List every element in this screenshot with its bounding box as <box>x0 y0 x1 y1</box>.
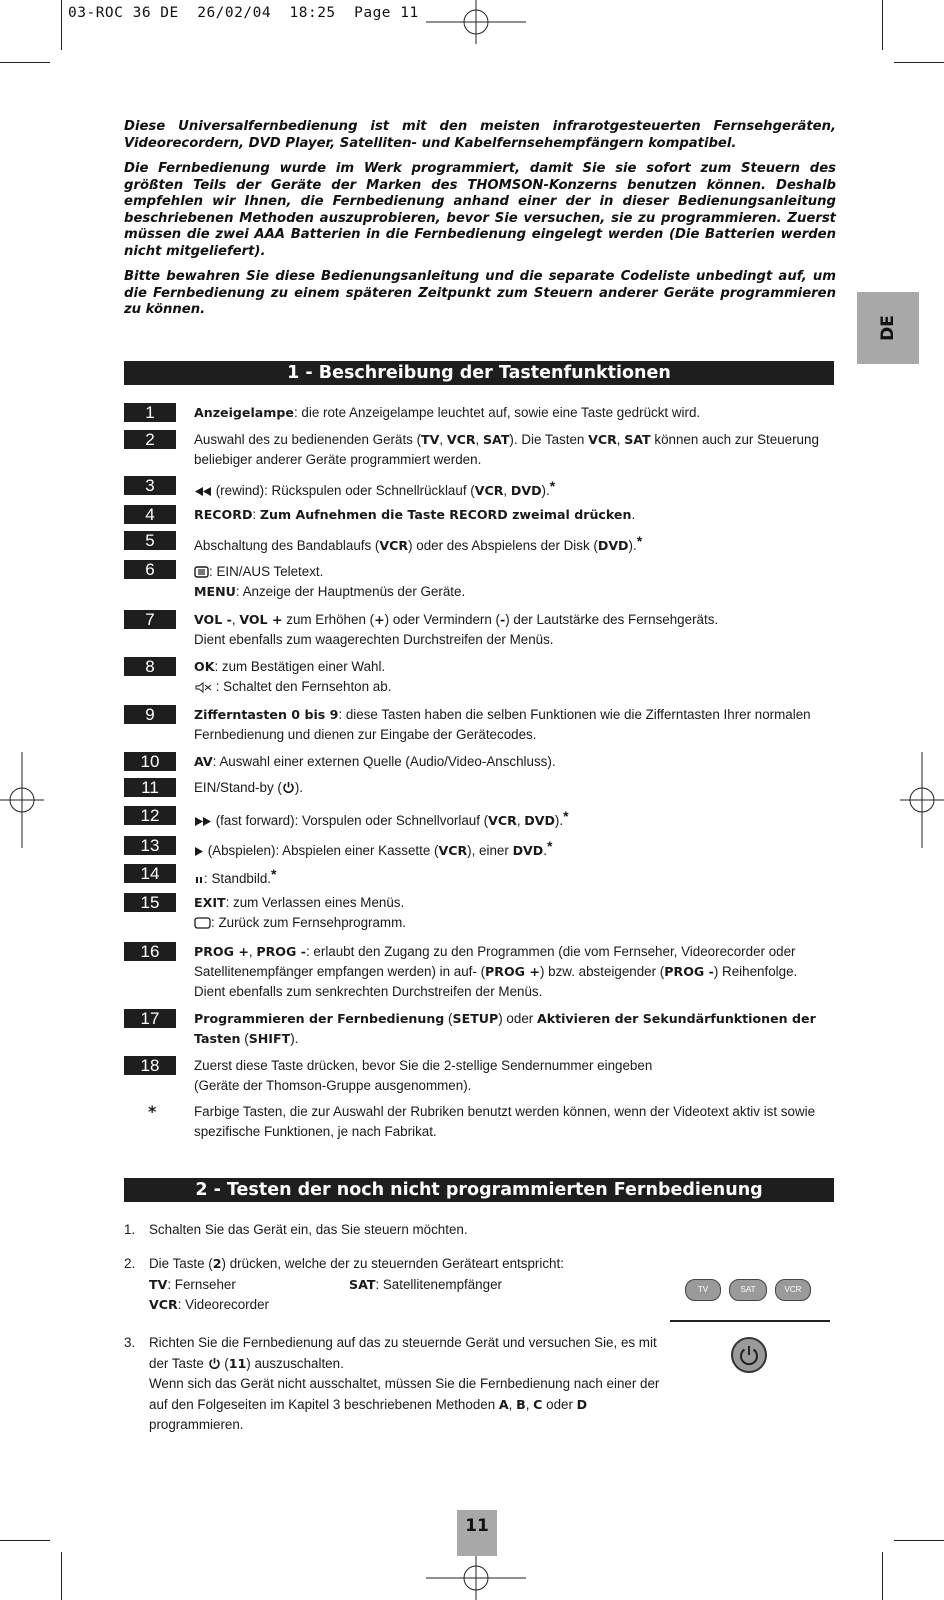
key-description: Anzeigelampe: die rote Anzeigelampe leuchtet auf, sowie eine Taste gedrückt wird. <box>194 405 701 420</box>
language-tab-label: DE <box>878 315 898 341</box>
fast-forward-icon <box>194 816 212 827</box>
key-number: 5 <box>124 531 176 550</box>
key-number: 14 <box>124 864 176 883</box>
key-number: 6 <box>124 560 176 579</box>
section-title-1: 1 - Beschreibung der Tastenfunktionen <box>124 361 834 385</box>
registration-mark-icon <box>900 752 944 848</box>
key-number: 17 <box>124 1009 176 1028</box>
crop-mark <box>61 1552 62 1600</box>
pause-icon <box>194 874 204 885</box>
key-description: EIN/Stand-by ( ). <box>194 780 304 795</box>
key-description: AV: Auswahl einer externen Quelle (Audio/Video-Anschluss). <box>194 754 556 769</box>
remote-divider <box>670 1320 830 1322</box>
step-number: 3. <box>124 1335 136 1350</box>
registration-mark-icon <box>426 0 526 44</box>
intro-paragraph: Die Fernbedienung wurde im Werk programmiert, damit Sie sie sofort zum Steuern des größten Teils der Geräte der Marken des THOMSON-Konzerns benutzen können. Deshalb empfehlen wir Ihnen, die Fernbedienung anhand einer der in dieser Bedienungsanleitung beschriebenen Methoden auszuprobieren, bevor Sie versuchen, sie zu programmieren. Zuerst müssen die zwei AAA Batterien in die Fernbedienung eingelegt werden (Die Batterien werden nicht mitgeliefert). <box>124 161 836 259</box>
key-description: (Abspielen): Abspielen einer Kassette (VCR), einer DVD.* <box>194 836 836 861</box>
step-text: Die Taste (2) drücken, welche der zu steuernden Geräteart entspricht: TV: Fernseher SAT: Satellitenempfänger VCR: Videorecorder <box>149 1256 564 1312</box>
key-description: Zifferntasten 0 bis 9: diese Tasten haben die selben Funktionen wie die Zifferntasten Ihrer normalen Fernbedienung und dienen zur Eingabe der Gerätecodes. <box>194 707 811 742</box>
power-icon <box>733 1339 765 1371</box>
key-description: RECORD: Zum Aufnehmen die Taste RECORD zweimal drücken. <box>194 507 636 522</box>
section-title-2: 2 - Testen der noch nicht programmierten Fernbedienung <box>124 1178 834 1202</box>
rewind-icon <box>194 486 212 497</box>
step-number: 1. <box>124 1222 136 1237</box>
crop-mark <box>894 62 944 63</box>
key-description: EXIT: zum Verlassen eines Menüs. : Zurück zum Fernsehprogramm. <box>194 895 406 930</box>
key-number: 15 <box>124 893 176 912</box>
intro-text <box>124 119 836 328</box>
step-text: Richten Sie die Fernbedienung auf das zu steuernde Gerät und versuchen Sie, es mit der Taste (11) auszuschalten. Wenn sich das Gerät nicht ausschaltet, müssen Sie die Fernbedienung nach einer der auf den Folgeseiten im Kapitel 3 beschriebenen Methoden A, B, C oder D programmieren. <box>149 1335 660 1432</box>
tv-icon <box>194 917 211 929</box>
key-number: 8 <box>124 657 176 676</box>
footnote-marker: * <box>148 1102 157 1121</box>
play-icon <box>194 846 204 857</box>
key-number: 1 <box>124 403 176 422</box>
key-number: 2 <box>124 430 176 449</box>
step-text: Schalten Sie das Gerät ein, das Sie steuern möchten. <box>149 1222 468 1237</box>
key-number: 11 <box>124 778 176 797</box>
print-header: 03-ROC 36 DE 26/02/04 18:25 Page 11 <box>68 5 419 21</box>
mute-icon <box>194 682 212 693</box>
key-description: (rewind): Rückspulen oder Schnellrücklauf (VCR, DVD).* <box>194 476 836 501</box>
crop-mark <box>0 1540 50 1541</box>
crop-mark <box>0 62 50 63</box>
key-description: Zuerst diese Taste drücken, bevor Sie die 2-stellige Sendernummer eingeben (Geräte der Thomson-Gruppe ausgenommen). <box>194 1058 653 1093</box>
key-number: 16 <box>124 942 176 961</box>
key-description: Programmieren der Fernbedienung (SETUP) oder Aktivieren der Sekundärfunktionen der Tasten (SHIFT). <box>194 1011 816 1046</box>
registration-mark-icon <box>426 1556 526 1600</box>
key-description: Abschaltung des Bandablaufs (VCR) oder des Abspielens der Disk (DVD).* <box>194 533 643 553</box>
key-description: : EIN/AUS Teletext. MENU: Anzeige der Hauptmenüs der Geräte. <box>194 564 466 599</box>
teletext-icon <box>194 566 209 578</box>
key-description: : Standbild.* <box>194 864 836 889</box>
key-number: 7 <box>124 610 176 629</box>
language-tab <box>857 292 919 364</box>
registration-mark-icon <box>0 752 44 848</box>
sat-button[interactable]: SAT <box>729 1279 767 1301</box>
power-button[interactable] <box>731 1337 767 1373</box>
key-description: VOL -, VOL + zum Erhöhen (+) oder Vermindern (-) der Lautstärke des Fernsehgeräts. Dient ebenfalls zum waagerechten Durchstreifen der Menüs. <box>194 612 719 647</box>
crop-mark <box>61 0 62 50</box>
tv-button[interactable]: TV <box>685 1279 721 1301</box>
crop-mark <box>882 1552 883 1600</box>
intro-paragraph: Bitte bewahren Sie diese Bedienungsanleitung und die separate Codeliste unbedingt auf, um die Fernbedienung zu einem späteren Zeitpunkt zum Steuern anderer Geräte programmieren zu können. <box>124 269 836 317</box>
key-number: 10 <box>124 752 176 771</box>
key-description: OK: zum Bestätigen einer Wahl. : Schaltet den Fernsehton ab. <box>194 659 392 694</box>
key-number: 3 <box>124 476 176 495</box>
power-icon <box>282 781 295 794</box>
key-number: 9 <box>124 705 176 724</box>
power-icon <box>208 1357 221 1370</box>
key-description: Auswahl des zu bedienenden Geräts (TV, VCR, SAT). Die Tasten VCR, SAT können auch zur Steuerung beliebiger anderer Geräte programmiert werden. <box>194 432 819 467</box>
step-number: 2. <box>124 1256 136 1271</box>
vcr-button[interactable]: VCR <box>775 1279 811 1301</box>
footnote-text: Farbige Tasten, die zur Auswahl der Rubriken benutzt werden können, wenn der Videotext aktiv ist sowie spezifische Funktionen, je nach Fabrikat. <box>194 1104 816 1139</box>
key-number: 18 <box>124 1056 176 1075</box>
crop-mark <box>894 1540 944 1541</box>
crop-mark <box>882 0 883 50</box>
key-number: 13 <box>124 836 176 855</box>
key-number: 4 <box>124 505 176 524</box>
intro-paragraph: Diese Universalfernbedienung ist mit den meisten infrarotgesteuerten Fernsehgeräten, Videorecordern, DVD Player, Satelliten- und Kabelfernsehempfängern kompatibel. <box>124 119 836 151</box>
key-description: (fast forward): Vorspulen oder Schnellvorlauf (VCR, DVD).* <box>194 806 836 831</box>
page-number: 11 <box>457 1510 497 1556</box>
key-description: PROG +, PROG -: erlaubt den Zugang zu den Programmen (die vom Fernseher, Videorecorder oder Satellitenempfänger empfangen werden) in auf- (PROG +) bzw. absteigender (PROG -) Reihenfolge. Dient ebenfalls zum senkrechten Durchstreifen der Menüs. <box>194 944 798 999</box>
key-number: 12 <box>124 806 176 825</box>
